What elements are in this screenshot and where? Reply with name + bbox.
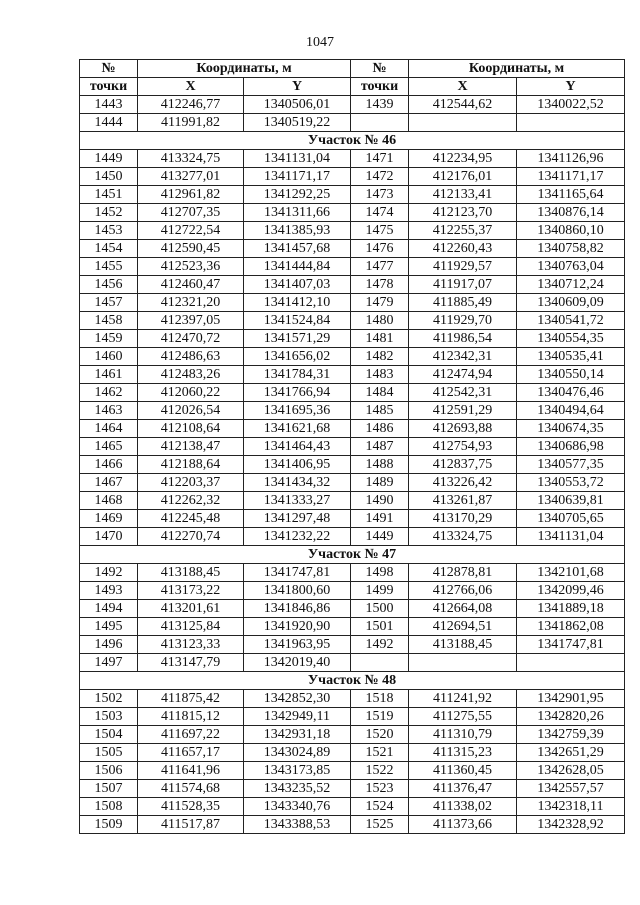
left-point-number-cell: 1450 — [80, 168, 138, 186]
header-row-bottom — [80, 78, 625, 96]
left-y-cell: 1341297,48 — [244, 510, 351, 528]
table-row — [80, 96, 625, 114]
right-y-cell: 1340541,72 — [517, 312, 625, 330]
table-row — [80, 204, 625, 222]
right-point-number-cell: 1501 — [351, 618, 409, 636]
right-x-cell: 412260,43 — [409, 240, 517, 258]
right-y-cell: 1342759,39 — [517, 726, 625, 744]
left-point-number-cell: 1495 — [80, 618, 138, 636]
left-x-cell: 411875,42 — [138, 690, 244, 708]
right-y-cell: 1340705,65 — [517, 510, 625, 528]
right-point-number-cell: 1521 — [351, 744, 409, 762]
left-point-number-cell: 1503 — [80, 708, 138, 726]
right-x-cell: 412123,70 — [409, 204, 517, 222]
right-point-number-cell: 1480 — [351, 312, 409, 330]
left-x-cell: 412245,48 — [138, 510, 244, 528]
table-row — [80, 366, 625, 384]
left-x-cell: 411574,68 — [138, 780, 244, 798]
left-x-cell: 411991,82 — [138, 114, 244, 132]
right-point-number-cell: 1522 — [351, 762, 409, 780]
table-row — [80, 708, 625, 726]
table-row — [80, 474, 625, 492]
right-point-number-cell: 1500 — [351, 600, 409, 618]
table-row — [80, 582, 625, 600]
left-point-number-cell: 1455 — [80, 258, 138, 276]
left-y-cell: 1341464,43 — [244, 438, 351, 456]
left-y-cell: 1341171,17 — [244, 168, 351, 186]
header-num-word-right: точки — [351, 78, 409, 96]
right-x-cell: 412234,95 — [409, 150, 517, 168]
right-point-number-cell: 1499 — [351, 582, 409, 600]
left-y-cell: 1341434,32 — [244, 474, 351, 492]
right-point-number-cell: 1498 — [351, 564, 409, 582]
right-x-cell: 412255,37 — [409, 222, 517, 240]
left-y-cell: 1341385,93 — [244, 222, 351, 240]
right-x-cell: 412766,06 — [409, 582, 517, 600]
left-point-number-cell: 1464 — [80, 420, 138, 438]
right-y-cell: 1340712,24 — [517, 276, 625, 294]
right-point-number-cell: 1520 — [351, 726, 409, 744]
right-y-cell: 1340577,35 — [517, 456, 625, 474]
right-y-cell: 1342101,68 — [517, 564, 625, 582]
left-x-cell: 412523,36 — [138, 258, 244, 276]
left-x-cell: 412203,37 — [138, 474, 244, 492]
right-x-cell: 411929,57 — [409, 258, 517, 276]
left-x-cell: 411528,35 — [138, 798, 244, 816]
right-x-cell: 412693,88 — [409, 420, 517, 438]
right-x-cell: 413170,29 — [409, 510, 517, 528]
table-row — [80, 798, 625, 816]
table-row — [80, 456, 625, 474]
left-y-cell: 1341656,02 — [244, 348, 351, 366]
right-y-cell: 1342628,05 — [517, 762, 625, 780]
right-y-cell: 1340686,98 — [517, 438, 625, 456]
section-title-row — [80, 132, 625, 150]
left-point-number-cell: 1451 — [80, 186, 138, 204]
left-point-number-cell: 1443 — [80, 96, 138, 114]
left-point-number-cell: 1462 — [80, 384, 138, 402]
left-x-cell: 412486,63 — [138, 348, 244, 366]
left-x-cell: 411517,87 — [138, 816, 244, 834]
left-point-number-cell: 1449 — [80, 150, 138, 168]
left-x-cell: 412108,64 — [138, 420, 244, 438]
right-point-number-cell: 1449 — [351, 528, 409, 546]
right-x-cell: 412544,62 — [409, 96, 517, 114]
right-point-number-cell: 1523 — [351, 780, 409, 798]
right-x-cell: 412664,08 — [409, 600, 517, 618]
right-point-number-cell: 1439 — [351, 96, 409, 114]
table-row — [80, 420, 625, 438]
table-row — [80, 654, 625, 672]
table-row — [80, 312, 625, 330]
table-row — [80, 636, 625, 654]
left-y-cell: 1341920,90 — [244, 618, 351, 636]
left-x-cell: 412460,47 — [138, 276, 244, 294]
left-point-number-cell: 1505 — [80, 744, 138, 762]
table-row — [80, 780, 625, 798]
right-y-cell: 1340763,04 — [517, 258, 625, 276]
right-x-cell: 411275,55 — [409, 708, 517, 726]
left-y-cell: 1343235,52 — [244, 780, 351, 798]
right-point-number-cell — [351, 654, 409, 672]
left-point-number-cell: 1493 — [80, 582, 138, 600]
left-point-number-cell: 1467 — [80, 474, 138, 492]
right-x-cell: 411310,79 — [409, 726, 517, 744]
left-y-cell: 1342019,40 — [244, 654, 351, 672]
right-x-cell: 413324,75 — [409, 528, 517, 546]
left-x-cell: 412138,47 — [138, 438, 244, 456]
header-x-left: X — [138, 78, 244, 96]
left-point-number-cell: 1456 — [80, 276, 138, 294]
left-point-number-cell: 1453 — [80, 222, 138, 240]
right-y-cell — [517, 654, 625, 672]
right-y-cell: 1340553,72 — [517, 474, 625, 492]
left-x-cell: 412961,82 — [138, 186, 244, 204]
left-point-number-cell: 1457 — [80, 294, 138, 312]
right-y-cell: 1340022,52 — [517, 96, 625, 114]
left-y-cell: 1342949,11 — [244, 708, 351, 726]
left-point-number-cell: 1466 — [80, 456, 138, 474]
left-x-cell: 413173,22 — [138, 582, 244, 600]
right-x-cell: 412694,51 — [409, 618, 517, 636]
right-y-cell: 1340758,82 — [517, 240, 625, 258]
right-x-cell: 412474,94 — [409, 366, 517, 384]
left-point-number-cell: 1463 — [80, 402, 138, 420]
right-point-number-cell — [351, 114, 409, 132]
right-point-number-cell: 1483 — [351, 366, 409, 384]
left-y-cell: 1341524,84 — [244, 312, 351, 330]
right-y-cell: 1340674,35 — [517, 420, 625, 438]
left-point-number-cell: 1496 — [80, 636, 138, 654]
left-point-number-cell: 1444 — [80, 114, 138, 132]
right-x-cell: 411885,49 — [409, 294, 517, 312]
right-x-cell: 412878,81 — [409, 564, 517, 582]
right-point-number-cell: 1482 — [351, 348, 409, 366]
left-x-cell: 412590,45 — [138, 240, 244, 258]
right-y-cell: 1340860,10 — [517, 222, 625, 240]
right-x-cell: 412133,41 — [409, 186, 517, 204]
left-y-cell: 1341747,81 — [244, 564, 351, 582]
left-point-number-cell: 1497 — [80, 654, 138, 672]
left-x-cell: 412397,05 — [138, 312, 244, 330]
header-num-symbol-right: № — [351, 60, 409, 78]
right-point-number-cell: 1485 — [351, 402, 409, 420]
header-y-right: Y — [517, 78, 625, 96]
right-point-number-cell: 1518 — [351, 690, 409, 708]
left-x-cell: 412188,64 — [138, 456, 244, 474]
left-x-cell: 412321,20 — [138, 294, 244, 312]
left-x-cell: 412060,22 — [138, 384, 244, 402]
right-y-cell: 1341165,64 — [517, 186, 625, 204]
left-x-cell: 412707,35 — [138, 204, 244, 222]
section-title: Участок № 47 — [80, 546, 625, 564]
table-row — [80, 222, 625, 240]
left-y-cell: 1341333,27 — [244, 492, 351, 510]
table-body — [80, 96, 625, 834]
right-point-number-cell: 1473 — [351, 186, 409, 204]
right-point-number-cell: 1477 — [351, 258, 409, 276]
left-point-number-cell: 1494 — [80, 600, 138, 618]
right-x-cell: 411241,92 — [409, 690, 517, 708]
right-y-cell: 1341171,17 — [517, 168, 625, 186]
left-point-number-cell: 1492 — [80, 564, 138, 582]
right-y-cell: 1340476,46 — [517, 384, 625, 402]
left-point-number-cell: 1452 — [80, 204, 138, 222]
left-y-cell: 1343024,89 — [244, 744, 351, 762]
right-point-number-cell: 1524 — [351, 798, 409, 816]
right-point-number-cell: 1475 — [351, 222, 409, 240]
left-x-cell: 412246,77 — [138, 96, 244, 114]
coordinates-table — [79, 59, 625, 834]
header-num-word-left: точки — [80, 78, 138, 96]
right-x-cell: 411376,47 — [409, 780, 517, 798]
left-point-number-cell: 1461 — [80, 366, 138, 384]
right-point-number-cell: 1491 — [351, 510, 409, 528]
table-row — [80, 528, 625, 546]
right-y-cell: 1341889,18 — [517, 600, 625, 618]
table-row — [80, 294, 625, 312]
left-y-cell: 1341571,29 — [244, 330, 351, 348]
right-point-number-cell: 1519 — [351, 708, 409, 726]
right-point-number-cell: 1488 — [351, 456, 409, 474]
right-y-cell: 1340535,41 — [517, 348, 625, 366]
left-y-cell: 1341621,68 — [244, 420, 351, 438]
left-x-cell: 412470,72 — [138, 330, 244, 348]
left-x-cell: 411697,22 — [138, 726, 244, 744]
left-y-cell: 1340506,01 — [244, 96, 351, 114]
left-x-cell: 411657,17 — [138, 744, 244, 762]
table-row — [80, 114, 625, 132]
left-point-number-cell: 1508 — [80, 798, 138, 816]
right-point-number-cell: 1492 — [351, 636, 409, 654]
right-point-number-cell: 1481 — [351, 330, 409, 348]
left-y-cell: 1343388,53 — [244, 816, 351, 834]
right-x-cell: 412754,93 — [409, 438, 517, 456]
left-y-cell: 1341800,60 — [244, 582, 351, 600]
table-row — [80, 150, 625, 168]
table-row — [80, 240, 625, 258]
right-x-cell: 411373,66 — [409, 816, 517, 834]
right-point-number-cell: 1479 — [351, 294, 409, 312]
right-x-cell: 411315,23 — [409, 744, 517, 762]
header-y-left: Y — [244, 78, 351, 96]
section-title-row — [80, 672, 625, 690]
left-x-cell: 411641,96 — [138, 762, 244, 780]
left-y-cell: 1343173,85 — [244, 762, 351, 780]
left-point-number-cell: 1506 — [80, 762, 138, 780]
left-y-cell: 1341232,22 — [244, 528, 351, 546]
header-x-right: X — [409, 78, 517, 96]
header-num-symbol-left: № — [80, 60, 138, 78]
right-x-cell: 411986,54 — [409, 330, 517, 348]
left-x-cell: 412270,74 — [138, 528, 244, 546]
table-row — [80, 600, 625, 618]
left-y-cell: 1341406,95 — [244, 456, 351, 474]
right-x-cell: 411338,02 — [409, 798, 517, 816]
left-y-cell: 1341784,31 — [244, 366, 351, 384]
left-y-cell: 1342852,30 — [244, 690, 351, 708]
table-row — [80, 726, 625, 744]
table-row — [80, 384, 625, 402]
left-x-cell: 413324,75 — [138, 150, 244, 168]
table-row — [80, 690, 625, 708]
right-point-number-cell: 1471 — [351, 150, 409, 168]
table-row — [80, 276, 625, 294]
left-y-cell: 1341311,66 — [244, 204, 351, 222]
right-y-cell: 1340494,64 — [517, 402, 625, 420]
section-title: Участок № 48 — [80, 672, 625, 690]
right-point-number-cell: 1486 — [351, 420, 409, 438]
left-y-cell: 1341407,03 — [244, 276, 351, 294]
right-x-cell — [409, 654, 517, 672]
left-point-number-cell: 1509 — [80, 816, 138, 834]
right-x-cell — [409, 114, 517, 132]
left-point-number-cell: 1454 — [80, 240, 138, 258]
left-y-cell: 1341292,25 — [244, 186, 351, 204]
table-row — [80, 744, 625, 762]
table-row — [80, 762, 625, 780]
left-y-cell: 1342931,18 — [244, 726, 351, 744]
header-row-top — [80, 60, 625, 78]
left-y-cell: 1341846,86 — [244, 600, 351, 618]
left-x-cell: 412262,32 — [138, 492, 244, 510]
table-row — [80, 168, 625, 186]
left-point-number-cell: 1469 — [80, 510, 138, 528]
left-x-cell: 412483,26 — [138, 366, 244, 384]
left-x-cell: 413277,01 — [138, 168, 244, 186]
table-row — [80, 492, 625, 510]
section-title: Участок № 46 — [80, 132, 625, 150]
right-x-cell: 411360,45 — [409, 762, 517, 780]
right-y-cell: 1340554,35 — [517, 330, 625, 348]
right-x-cell: 413226,42 — [409, 474, 517, 492]
left-point-number-cell: 1507 — [80, 780, 138, 798]
table-row — [80, 348, 625, 366]
left-y-cell: 1341695,36 — [244, 402, 351, 420]
left-y-cell: 1343340,76 — [244, 798, 351, 816]
left-point-number-cell: 1504 — [80, 726, 138, 744]
right-y-cell: 1341131,04 — [517, 528, 625, 546]
right-x-cell: 412342,31 — [409, 348, 517, 366]
header-coords-left: Координаты, м — [138, 60, 351, 78]
left-point-number-cell: 1468 — [80, 492, 138, 510]
right-y-cell: 1342328,92 — [517, 816, 625, 834]
table-row — [80, 564, 625, 582]
left-y-cell: 1341131,04 — [244, 150, 351, 168]
right-y-cell: 1342651,29 — [517, 744, 625, 762]
right-point-number-cell: 1476 — [351, 240, 409, 258]
right-x-cell: 413261,87 — [409, 492, 517, 510]
right-y-cell: 1342099,46 — [517, 582, 625, 600]
left-x-cell: 413125,84 — [138, 618, 244, 636]
table-row — [80, 510, 625, 528]
section-title-row — [80, 546, 625, 564]
left-x-cell: 412722,54 — [138, 222, 244, 240]
left-y-cell: 1341457,68 — [244, 240, 351, 258]
left-x-cell: 413188,45 — [138, 564, 244, 582]
left-point-number-cell: 1458 — [80, 312, 138, 330]
left-point-number-cell: 1502 — [80, 690, 138, 708]
right-x-cell: 412837,75 — [409, 456, 517, 474]
left-x-cell: 411815,12 — [138, 708, 244, 726]
left-y-cell: 1341444,84 — [244, 258, 351, 276]
right-y-cell: 1340639,81 — [517, 492, 625, 510]
right-x-cell: 412176,01 — [409, 168, 517, 186]
right-x-cell: 411929,70 — [409, 312, 517, 330]
right-y-cell: 1342557,57 — [517, 780, 625, 798]
left-y-cell: 1340519,22 — [244, 114, 351, 132]
right-y-cell: 1340876,14 — [517, 204, 625, 222]
right-point-number-cell: 1484 — [351, 384, 409, 402]
left-y-cell: 1341412,10 — [244, 294, 351, 312]
table-row — [80, 618, 625, 636]
left-point-number-cell: 1460 — [80, 348, 138, 366]
table-row — [80, 258, 625, 276]
right-y-cell: 1340550,14 — [517, 366, 625, 384]
right-x-cell: 412542,31 — [409, 384, 517, 402]
right-point-number-cell: 1474 — [351, 204, 409, 222]
table-row — [80, 186, 625, 204]
right-x-cell: 412591,29 — [409, 402, 517, 420]
right-y-cell — [517, 114, 625, 132]
right-y-cell: 1341747,81 — [517, 636, 625, 654]
left-y-cell: 1341963,95 — [244, 636, 351, 654]
right-point-number-cell: 1490 — [351, 492, 409, 510]
table-row — [80, 438, 625, 456]
right-point-number-cell: 1489 — [351, 474, 409, 492]
left-x-cell: 413123,33 — [138, 636, 244, 654]
right-point-number-cell: 1472 — [351, 168, 409, 186]
right-y-cell: 1342318,11 — [517, 798, 625, 816]
right-y-cell: 1341862,08 — [517, 618, 625, 636]
left-y-cell: 1341766,94 — [244, 384, 351, 402]
table-row — [80, 816, 625, 834]
left-point-number-cell: 1459 — [80, 330, 138, 348]
right-point-number-cell: 1525 — [351, 816, 409, 834]
right-x-cell: 411917,07 — [409, 276, 517, 294]
left-x-cell: 413147,79 — [138, 654, 244, 672]
right-y-cell: 1342901,95 — [517, 690, 625, 708]
right-point-number-cell: 1478 — [351, 276, 409, 294]
right-y-cell: 1342820,26 — [517, 708, 625, 726]
right-y-cell: 1341126,96 — [517, 150, 625, 168]
left-x-cell: 412026,54 — [138, 402, 244, 420]
left-point-number-cell: 1465 — [80, 438, 138, 456]
left-point-number-cell: 1470 — [80, 528, 138, 546]
page-number: 1047 — [306, 35, 334, 50]
right-y-cell: 1340609,09 — [517, 294, 625, 312]
left-x-cell: 413201,61 — [138, 600, 244, 618]
header-coords-right: Координаты, м — [409, 60, 625, 78]
right-point-number-cell: 1487 — [351, 438, 409, 456]
right-x-cell: 413188,45 — [409, 636, 517, 654]
table-row — [80, 402, 625, 420]
table-row — [80, 330, 625, 348]
